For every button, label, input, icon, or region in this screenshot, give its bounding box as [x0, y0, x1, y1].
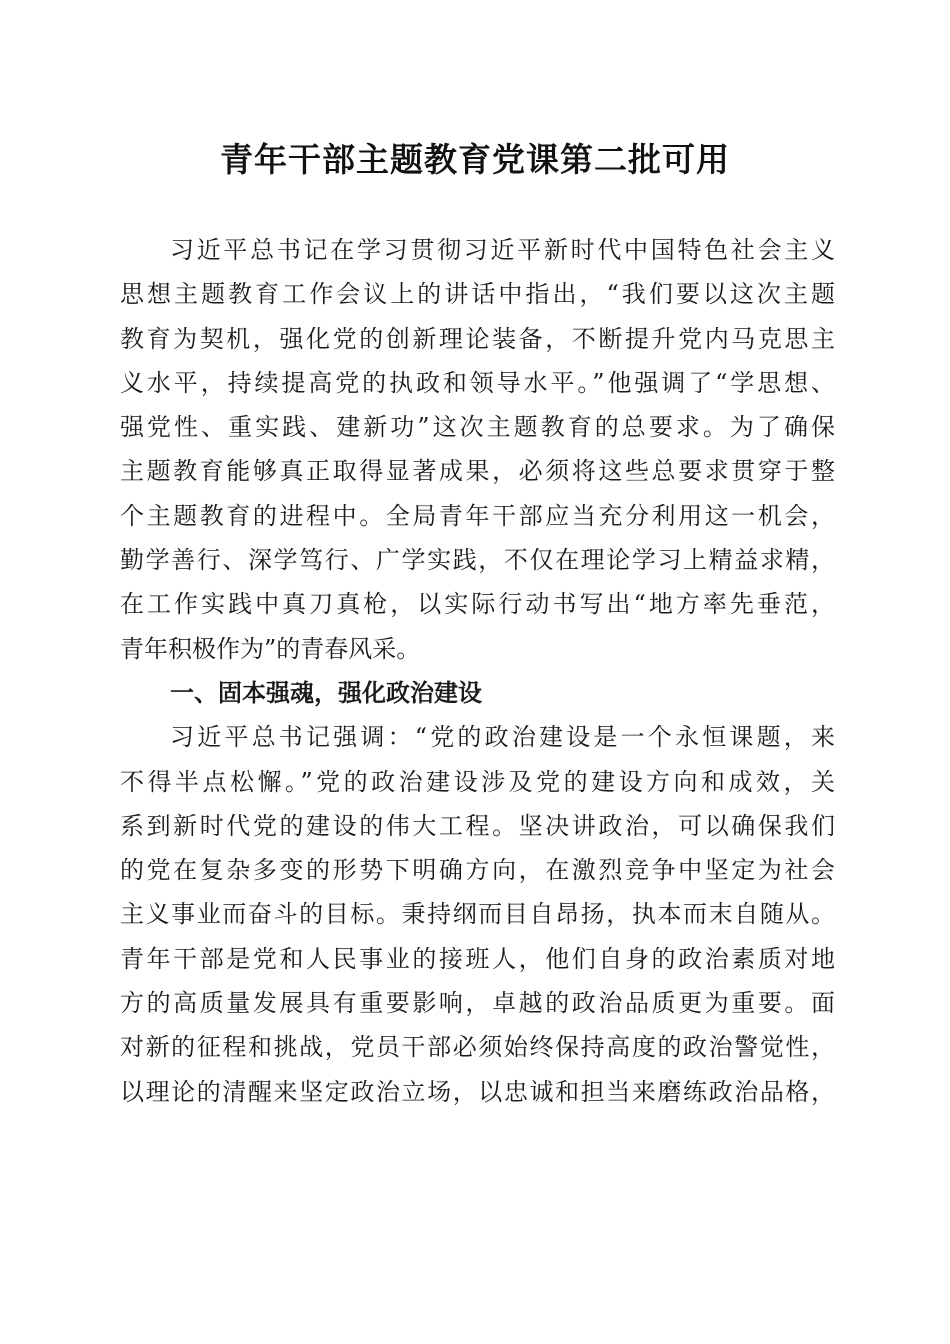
text-line: 习近平总书记强调：“党的政治建设是一个永恒课题，来	[170, 723, 835, 752]
document-title: 青年干部主题教育党课第二批可用	[220, 140, 730, 179]
text-line: 习近平总书记在学习贯彻习近平新时代中国特色社会主义	[170, 236, 835, 264]
text-line: 勤学善行、深学笃行、广学实践，不仅在理论学习上精益求精，	[120, 546, 835, 575]
text-line: 个主题教育的进程中。全局青年干部应当充分利用这一机会，	[120, 501, 835, 530]
document-body	[120, 228, 835, 1114]
text-line: 强党性、重实践、建新功”这次主题教育的总要求。为了确保	[120, 413, 835, 442]
text-line: 主义事业而奋斗的目标。秉持纲而目自昂扬，执本而末自随从。	[120, 900, 835, 929]
text-line: 系到新时代党的建设的伟大工程。坚决讲政治，可以确保我们	[120, 811, 835, 840]
paragraph-intro	[120, 228, 835, 671]
text-line: 的党在复杂多变的形势下明确方向，在激烈竞争中坚定为社会	[120, 856, 835, 885]
text-line: 不得半点松懈。”党的政治建设涉及党的建设方向和成效，关	[120, 767, 835, 796]
text-line: 方的高质量发展具有重要影响，卓越的政治品质更为重要。面	[120, 989, 835, 1018]
text-line: 主题教育能够真正取得显著成果，必须将这些总要求贯穿于整	[120, 457, 835, 486]
text-line: 在工作实践中真刀真枪，以实际行动书写出“地方率先垂范，	[120, 590, 835, 619]
text-line: 教育为契机，强化党的创新理论装备，不断提升党内马克思主	[120, 324, 835, 353]
text-line: 义水平，持续提高党的执政和领导水平。”他强调了“学思想、	[120, 368, 835, 397]
section-heading: 一、固本强魂，强化政治建设	[170, 678, 482, 707]
text-line: 青年积极作为”的青春风采。	[120, 634, 421, 663]
text-line: 对新的征程和挑战，党员干部必须始终保持高度的政治警觉性，	[120, 1033, 835, 1062]
text-line: 以理论的清醒来坚定政治立场，以忠诚和担当来磨练政治品格，	[120, 1077, 835, 1106]
text-line: 思想主题教育工作会议上的讲话中指出，“我们要以这次主题	[120, 280, 835, 309]
paragraph-political-building	[120, 715, 835, 1114]
text-line: 青年干部是党和人民事业的接班人，他们自身的政治素质对地	[120, 944, 835, 973]
